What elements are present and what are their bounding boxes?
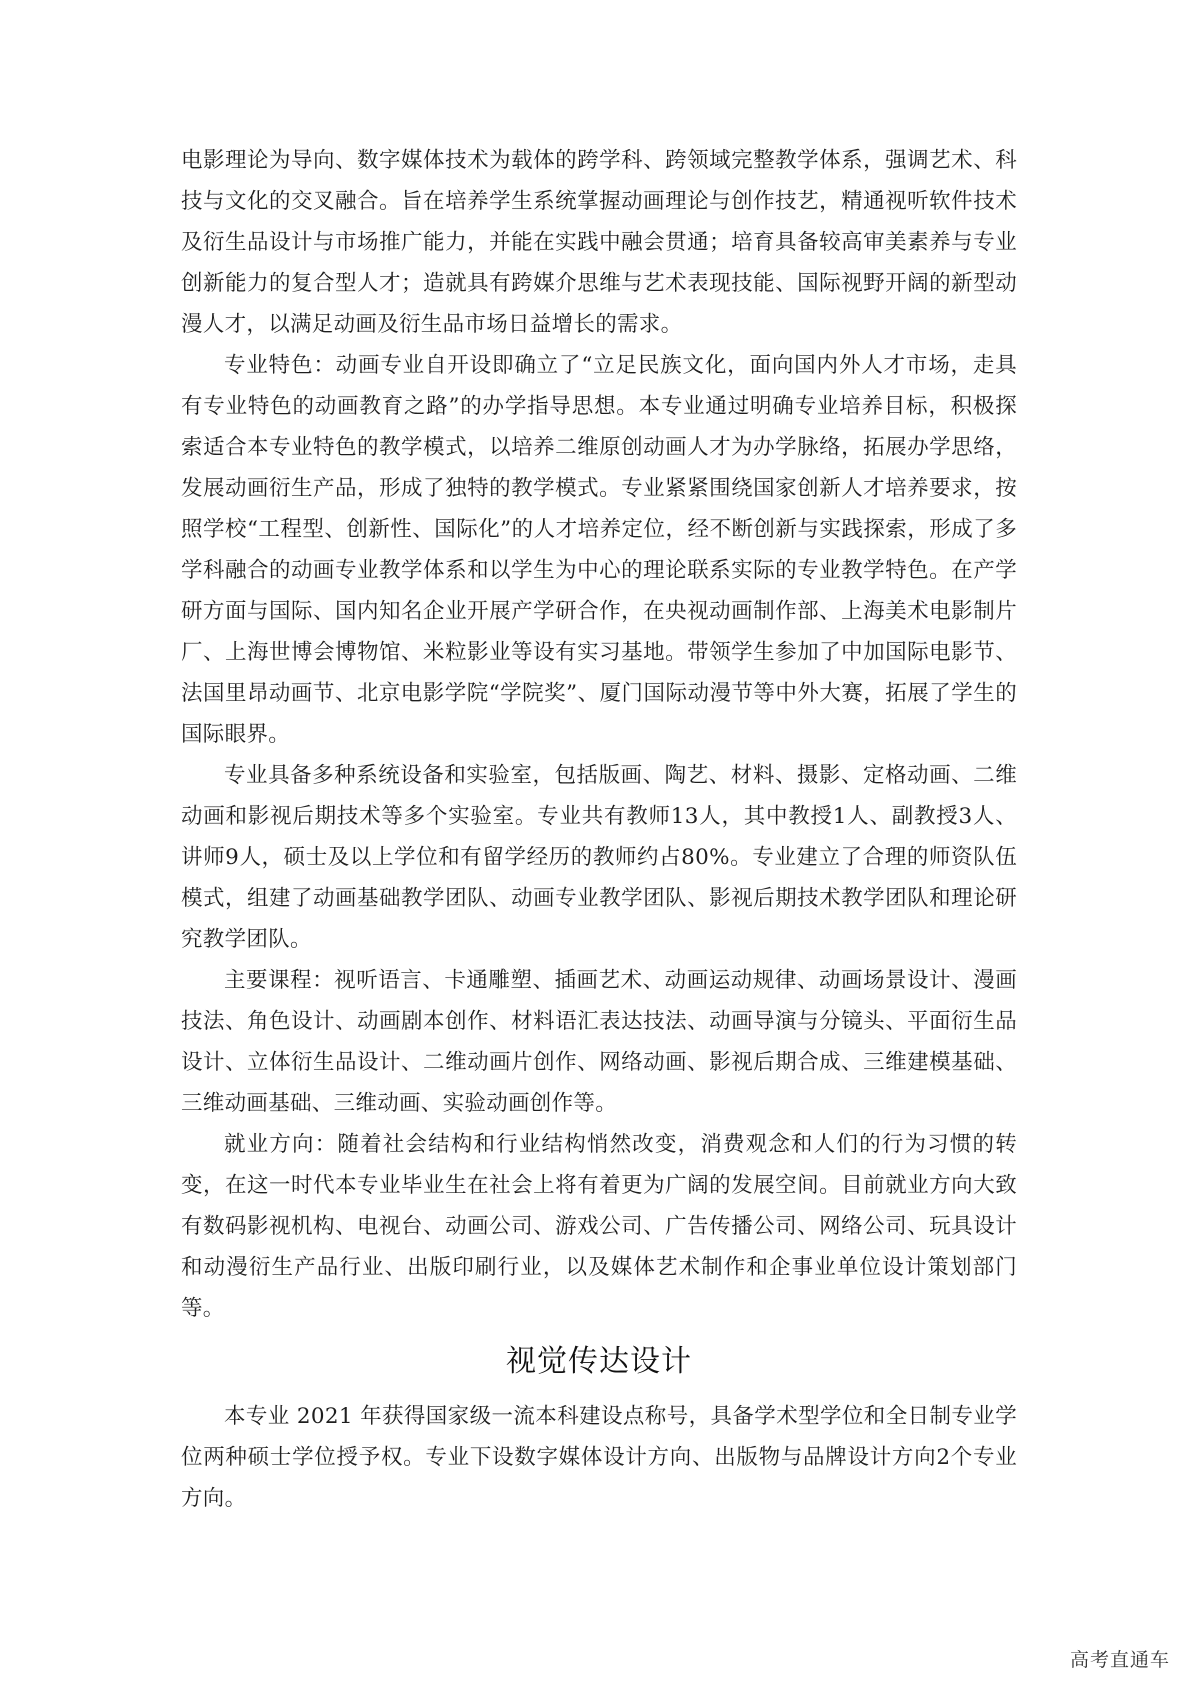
paragraph-visual-communication-intro: 本专业 2021 年获得国家级一流本科建设点称号，具备学术型学位和全日制专业学位两种硕士学位授予权。专业下设数字媒体设计方向、出版物与品牌设计方向2个专业方向。 [181,1404,1017,1511]
paragraph-intro-continued: 电影理论为导向、数字媒体技术为载体的跨学科、跨领域完整教学体系，强调艺术、科技与文化的交叉融合。旨在培养学生系统掌握动画理论与创作技艺，精通视听软件技术及衍生品设计与市场推广能力，并能在实践中融会贯通；培育具备较高审美素养与专业创新能力的复合型人才；造就具有跨媒介思维与艺术表现技能、国际视野开阔的新型动漫人才，以满足动画及衍生品市场日益增长的需求。 [181,148,1017,337]
document-page [181,140,1017,1519]
paragraph-facilities-faculty: 专业具备多种系统设备和实验室，包括版画、陶艺、材料、摄影、定格动画、二维动画和影视后期技术等多个实验室。专业共有教师13人，其中教授1人、副教授3人、讲师9人，硕士及以上学位和有留学经历的教师约占80%。专业建立了合理的师资队伍模式，组建了动画基础教学团队、动画专业教学团队、影视后期技术教学团队和理论研究教学团队。 [181,763,1017,952]
section-title: 视觉传达设计 [506,1344,692,1379]
paragraph-employment: 就业方向：随着社会结构和行业结构悄然改变，消费观念和人们的行为习惯的转变，在这一时代本专业毕业生在社会上将有着更为广阔的发展空间。目前就业方向大致有数码影视机构、电视台、动画公司、游戏公司、广告传播公司、网络公司、玩具设计和动漫衍生产品行业、出版印刷行业，以及媒体艺术制作和企事业单位设计策划部门等。 [181,1132,1017,1321]
watermark-text: 高考直通车 [1069,1649,1170,1671]
paragraph-features: 专业特色：动画专业自开设即确立了“立足民族文化，面向国内外人才市场，走具有专业特色的动画教育之路”的办学指导思想。本专业通过明确专业培养目标，积极探索适合本专业特色的教学模式，以培养二维原创动画人才为办学脉络，拓展办学思络，发展动画衍生产品，形成了独特的教学模式。专业紧紧围绕国家创新人才培养要求，按照学校“工程型、创新性、国际化”的人才培养定位，经不断创新与实践探索，形成了多学科融合的动画专业教学体系和以学生为中心的理论联系实际的专业教学特色。在产学研方面与国际、国内知名企业开展产学研合作，在央视动画制作部、上海美术电影制片厂、上海世博会博物馆、米粒影业等设有实习基地。带领学生参加了中加国际电影节、法国里昂动画节、北京电影学院“学院奖”、厦门国际动漫节等中外大赛，拓展了学生的国际眼界。 [181,353,1017,747]
paragraph-main-courses: 主要课程：视听语言、卡通雕塑、插画艺术、动画运动规律、动画场景设计、漫画技法、角色设计、动画剧本创作、材料语汇表达技法、动画导演与分镜头、平面衍生品设计、立体衍生品设计、二维动画片创作、网络动画、影视后期合成、三维建模基础、三维动画基础、三维动画、实验动画创作等。 [181,968,1017,1116]
